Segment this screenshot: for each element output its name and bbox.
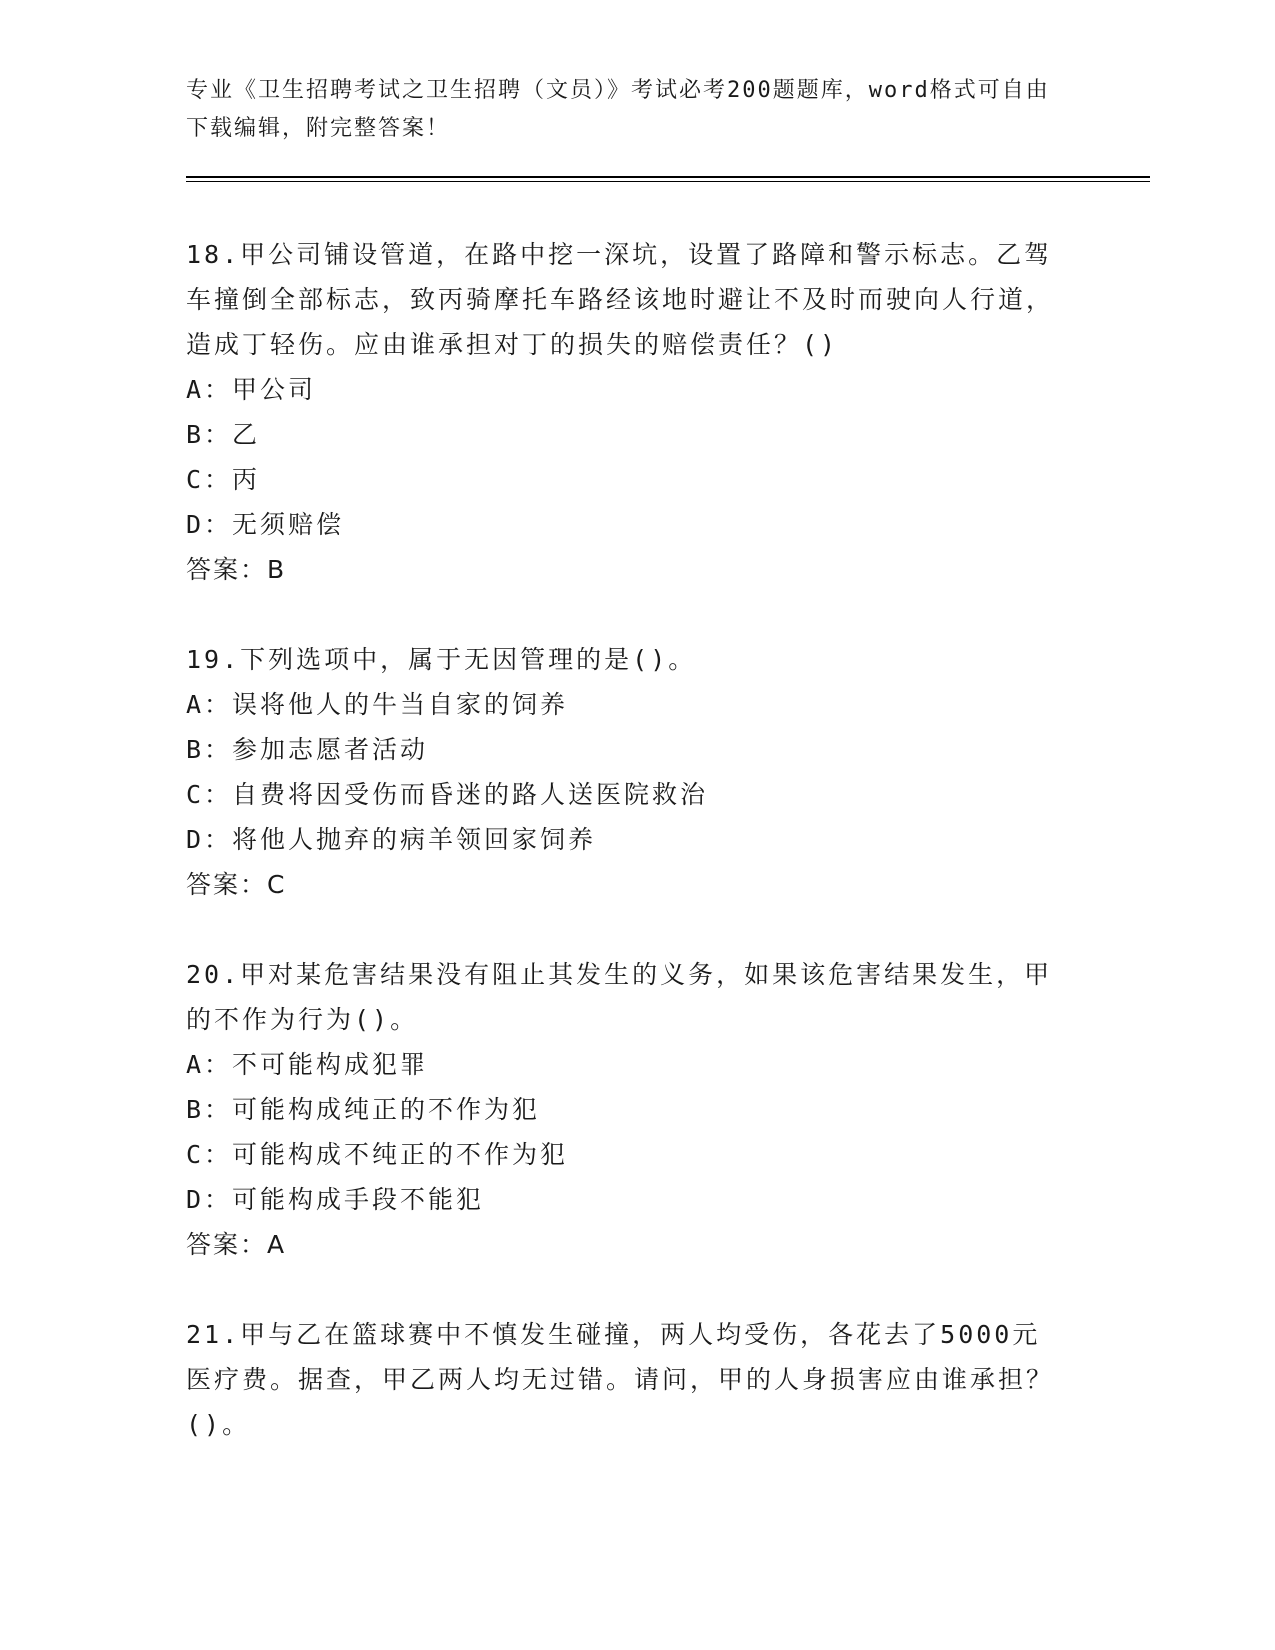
question-stem: 20.甲对某危害结果没有阻止其发生的义务，如果该危害结果发生，甲的不作为行为()。 — [186, 960, 1053, 1034]
option-c: C：可能构成不纯正的不作为犯 — [186, 1140, 569, 1169]
option-a: A：误将他人的牛当自家的饲养 — [186, 690, 569, 719]
question-18 — [186, 232, 1066, 592]
question-20 — [186, 952, 1066, 1267]
option-c: C：自费将因受伤而昏迷的路人送医院救治 — [186, 780, 709, 809]
header-divider-thin — [186, 181, 1150, 182]
question-21 — [186, 1312, 1066, 1447]
question-stem: 19.下列选项中，属于无因管理的是()。 — [186, 645, 697, 674]
option-b: B：可能构成纯正的不作为犯 — [186, 1095, 541, 1124]
option-d: D：可能构成手段不能犯 — [186, 1185, 485, 1214]
header-divider-thick — [186, 176, 1150, 178]
option-b: B：乙 — [186, 420, 261, 449]
answer: 答案：A — [186, 1230, 287, 1259]
question-list — [186, 232, 1066, 1492]
question-stem: 18.甲公司铺设管道，在路中挖一深坑，设置了路障和警示标志。乙驾车撞倒全部标志，致丙骑摩托车路经该地时避让不及时而驶向人行道，造成丁轻伤。应由谁承担对丁的损失的赔偿责任？() — [186, 240, 1055, 359]
question-stem: 21.甲与乙在篮球赛中不慎发生碰撞，两人均受伤，各花去了5000元医疗费。据查，甲乙两人均无过错。请问，甲的人身损害应由谁承担？()。 — [186, 1320, 1055, 1439]
document-header: 专业《卫生招聘考试之卫生招聘（文员）》考试必考200题题库，word格式可自由下载编辑，附完整答案！ — [186, 78, 1050, 141]
question-19 — [186, 637, 1066, 907]
answer: 答案：C — [186, 870, 287, 899]
option-d: D：将他人抛弃的病羊领回家饲养 — [186, 825, 597, 854]
option-c: C：丙 — [186, 465, 261, 494]
option-a: A：甲公司 — [186, 375, 317, 404]
option-a: A：不可能构成犯罪 — [186, 1050, 429, 1079]
option-b: B：参加志愿者活动 — [186, 735, 429, 764]
option-d: D：无须赔偿 — [186, 510, 345, 539]
answer: 答案：B — [186, 555, 287, 584]
